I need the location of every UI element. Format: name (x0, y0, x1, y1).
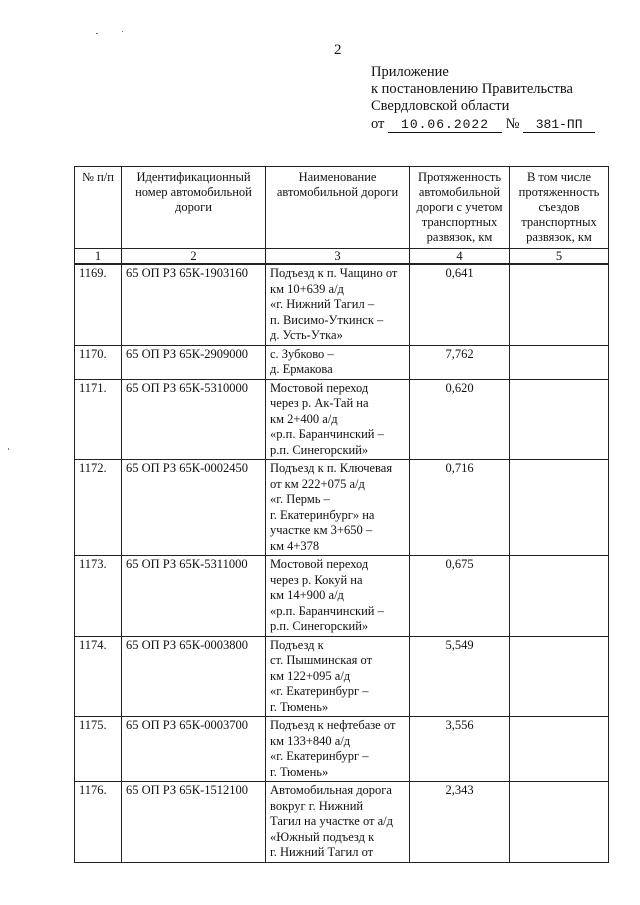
road-name: Подъезд к нефтебазе от км 133+840 а/д «г. Екатеринбург – г. Тюмень» (266, 717, 410, 782)
appendix-header (371, 64, 573, 115)
page-number: 2 (334, 42, 342, 58)
road-exits (510, 379, 609, 460)
table-row (75, 379, 609, 460)
row-number: 1175. (75, 717, 122, 782)
table-row (75, 345, 609, 379)
row-number: 1176. (75, 782, 122, 863)
header-number: № п/п (75, 167, 122, 249)
resolution-number: 381-ПП (523, 117, 595, 133)
scan-speck (122, 31, 123, 32)
column-number: 2 (122, 249, 266, 265)
road-exits (510, 636, 609, 717)
road-id: 65 ОП РЗ 65К-1512100 (122, 782, 266, 863)
row-number: 1174. (75, 636, 122, 717)
appendix-line: к постановлению Правительства (371, 81, 573, 97)
road-exits (510, 264, 609, 345)
table-row (75, 556, 609, 637)
table-row (75, 717, 609, 782)
road-id: 65 ОП РЗ 65К-1903160 (122, 264, 266, 345)
table-header-row (75, 167, 609, 249)
column-number: 3 (266, 249, 410, 265)
appendix-line: Приложение (371, 64, 449, 80)
row-number: 1171. (75, 379, 122, 460)
column-number: 5 (510, 249, 609, 265)
table-row (75, 782, 609, 863)
road-name: Подъезд к п. Ключевая от км 222+075 а/д «г. Пермь – г. Екатеринбург» на участке км 3+650 – км 4+378 (266, 460, 410, 556)
scan-speck (8, 448, 9, 450)
road-length: 2,343 (410, 782, 510, 863)
road-length: 0,675 (410, 556, 510, 637)
date-prefix: от (371, 116, 385, 132)
road-length: 0,641 (410, 264, 510, 345)
row-number: 1169. (75, 264, 122, 345)
header-name: Наименование автомобильной дороги (266, 167, 410, 249)
column-number: 1 (75, 249, 122, 265)
roads-table (74, 166, 609, 863)
road-name: Подъезд к ст. Пышминская от км 122+095 а/д «г. Екатеринбург – г. Тюмень» (266, 636, 410, 717)
road-id: 65 ОП РЗ 65К-2909000 (122, 345, 266, 379)
road-length: 7,762 (410, 345, 510, 379)
column-number: 4 (410, 249, 510, 265)
road-name: Подъезд к п. Чащино от км 10+639 а/д «г. Нижний Тагил – п. Висимо-Уткинск – д. Усть-Утка» (266, 264, 410, 345)
road-id: 65 ОП РЗ 65К-0003800 (122, 636, 266, 717)
road-id: 65 ОП РЗ 65К-0002450 (122, 460, 266, 556)
row-number: 1170. (75, 345, 122, 379)
header-exits: В том числе протяженность съездов транспортных развязок, км (510, 167, 609, 249)
row-number: 1172. (75, 460, 122, 556)
road-length: 5,549 (410, 636, 510, 717)
table-row (75, 636, 609, 717)
road-name: с. Зубково – д. Ермакова (266, 345, 410, 379)
road-name: Мостовой переход через р. Кокуй на км 14+900 а/д «р.п. Баранчинский – р.п. Синегорский» (266, 556, 410, 637)
road-length: 0,620 (410, 379, 510, 460)
road-exits (510, 782, 609, 863)
appendix-line: Свердловской области (371, 98, 510, 114)
road-exits (510, 345, 609, 379)
number-prefix: № (505, 116, 520, 132)
road-exits (510, 460, 609, 556)
header-length: Протяженность автомобильной дороги с учетом транспортных развязок, км (410, 167, 510, 249)
road-exits (510, 717, 609, 782)
road-name: Мостовой переход через р. Ак-Тай на км 2+400 а/д «р.п. Баранчинский – р.п. Синегорский» (266, 379, 410, 460)
resolution-reference (371, 116, 595, 133)
resolution-date: 10.06.2022 (388, 117, 502, 133)
road-id: 65 ОП РЗ 65К-5311000 (122, 556, 266, 637)
road-name: Автомобильная дорога вокруг г. Нижний Тагил на участке от а/д «Южный подъезд к г. Нижний Тагил от (266, 782, 410, 863)
road-id: 65 ОП РЗ 65К-0003700 (122, 717, 266, 782)
row-number: 1173. (75, 556, 122, 637)
table-row (75, 460, 609, 556)
column-number-row (75, 249, 609, 265)
road-length: 3,556 (410, 717, 510, 782)
road-id: 65 ОП РЗ 65К-5310000 (122, 379, 266, 460)
table-row (75, 264, 609, 345)
scan-speck (96, 33, 98, 34)
road-exits (510, 556, 609, 637)
header-id: Идентификационный номер автомобильной дороги (122, 167, 266, 249)
road-length: 0,716 (410, 460, 510, 556)
